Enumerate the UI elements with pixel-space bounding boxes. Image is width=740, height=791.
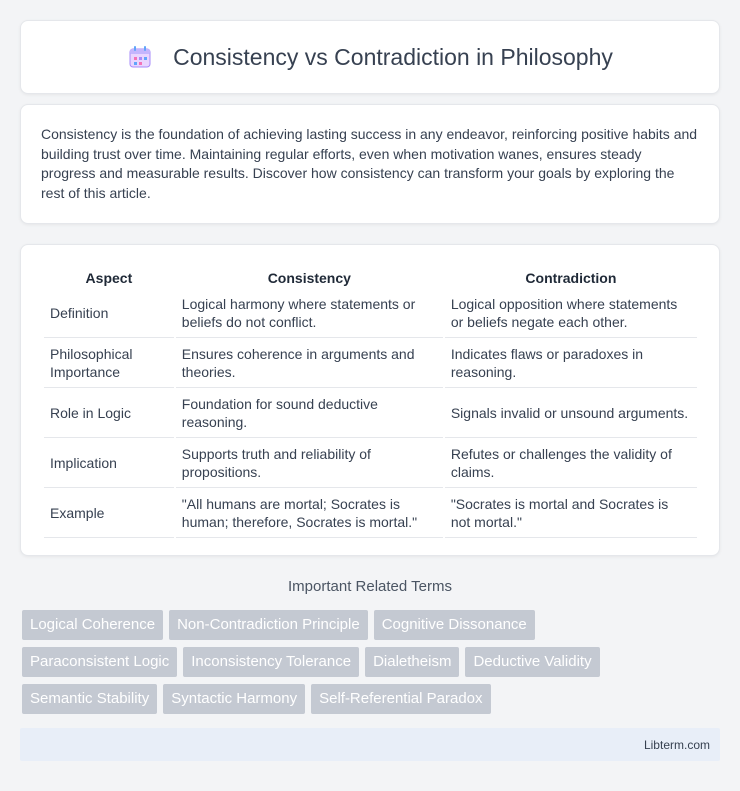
cell-contradiction: Indicates flaws or paradoxes in reasoning. — [445, 340, 697, 388]
tag-syntactic-harmony[interactable]: Syntactic Harmony — [163, 684, 305, 714]
tag-logical-coherence[interactable]: Logical Coherence — [22, 610, 163, 640]
tag-non-contradiction-principle[interactable]: Non-Contradiction Principle — [169, 610, 368, 640]
cell-contradiction: Logical opposition where statements or beliefs negate each other. — [445, 290, 697, 338]
table-row — [44, 490, 697, 538]
tag-row — [22, 610, 722, 640]
related-terms-list — [22, 610, 722, 721]
cell-consistency: Supports truth and reliability of propositions. — [176, 440, 443, 488]
related-terms-title: Important Related Terms — [288, 578, 452, 595]
cell-consistency: Foundation for sound deductive reasoning. — [176, 390, 443, 438]
comparison-table — [42, 265, 699, 540]
cell-consistency: Logical harmony where statements or beliefs do not conflict. — [176, 290, 443, 338]
cell-aspect: Implication — [44, 440, 174, 488]
cell-aspect: Definition — [44, 290, 174, 338]
tag-deductive-validity[interactable]: Deductive Validity — [465, 647, 599, 677]
tag-cognitive-dissonance[interactable]: Cognitive Dissonance — [374, 610, 535, 640]
tag-inconsistency-tolerance[interactable]: Inconsistency Tolerance — [183, 647, 359, 677]
header-contradiction: Contradiction — [525, 270, 617, 286]
tag-self-referential-paradox[interactable]: Self-Referential Paradox — [311, 684, 490, 714]
cell-consistency: Ensures coherence in arguments and theories. — [176, 340, 443, 388]
intro-card — [20, 104, 720, 224]
page-title: Consistency vs Contradiction in Philosophy — [173, 43, 613, 70]
intro-text: Consistency is the foundation of achieving lasting success in any endeavor, reinforcing positive habits and building trust over time. Maintaining regular efforts, even when motivation wanes, ensures steady progress and measurable results. Discover how consistency can transform your goals by exploring the rest of this article. — [41, 126, 698, 201]
header-card — [20, 20, 720, 94]
tag-row — [22, 684, 722, 714]
table-header-row — [44, 267, 697, 288]
tag-dialetheism[interactable]: Dialetheism — [365, 647, 459, 677]
cell-aspect: Role in Logic — [44, 390, 174, 438]
tag-semantic-stability[interactable]: Semantic Stability — [22, 684, 157, 714]
header-consistency: Consistency — [267, 270, 351, 286]
comparison-table-card — [20, 244, 720, 556]
tag-row — [22, 647, 722, 677]
tag-paraconsistent-logic[interactable]: Paraconsistent Logic — [22, 647, 177, 677]
cell-contradiction: Signals invalid or unsound arguments. — [445, 390, 697, 438]
cell-contradiction: "Socrates is mortal and Socrates is not mortal." — [445, 490, 697, 538]
table-row — [44, 340, 697, 388]
footer — [20, 728, 720, 761]
table-row — [44, 290, 697, 338]
cell-consistency: "All humans are mortal; Socrates is human; therefore, Socrates is mortal." — [176, 490, 443, 538]
footer-site-link[interactable]: Libterm.com — [643, 737, 710, 752]
table-row — [44, 390, 697, 438]
calendar-icon — [127, 44, 153, 70]
table-row — [44, 440, 697, 488]
cell-contradiction: Refutes or challenges the validity of claims. — [445, 440, 697, 488]
cell-aspect: Example — [44, 490, 174, 538]
cell-aspect: Philosophical Importance — [44, 340, 174, 388]
header-aspect: Aspect — [85, 270, 133, 286]
